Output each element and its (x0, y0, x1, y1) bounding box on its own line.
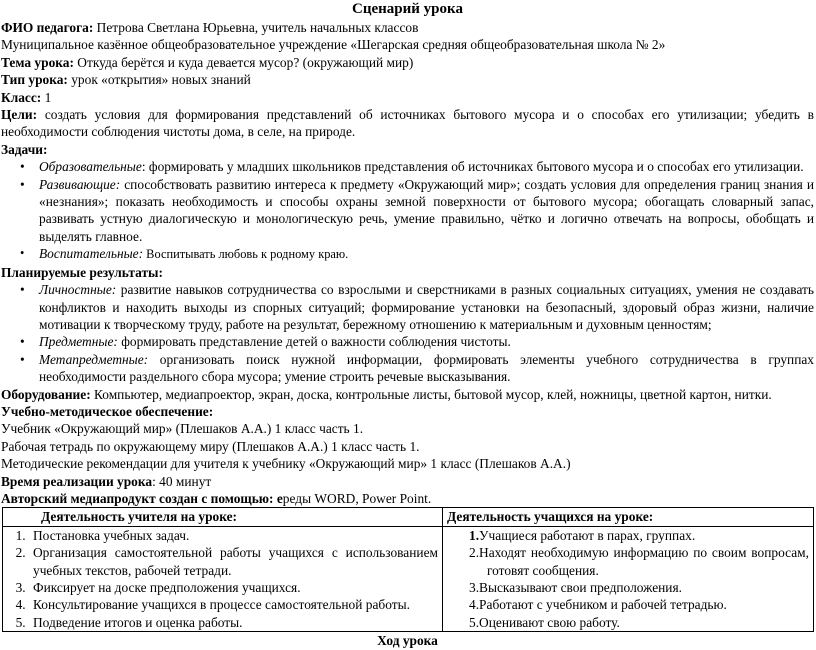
activity-table (2, 507, 814, 632)
teacher-activity-item: 1. Постановка учебных задач. (29, 527, 438, 544)
topic-line: Тема урока: Откуда берётся и куда девается мусор? (окружающий мир) (1, 54, 414, 70)
teacher-activity-list (7, 527, 438, 631)
students-activity-item: 2.Находят необходимую информацию по своим вопросам, готовят сообщения. (469, 545, 809, 578)
teacher-line: ФИО педагога: Петрова Светлана Юрьевна, учитель начальных классов (1, 20, 419, 35)
students-activity-cell (443, 526, 814, 631)
material-item: Учебник «Окружающий мир» (Плешаков А.А.) 1 класс часть 1. (1, 421, 364, 437)
school-line: Муниципальное казённое общеобразовательное учреждение «Шегарская средняя общеобразовательная школа № 2» (1, 37, 666, 53)
media-line: Авторский медиапродукт создан с помощью: ереды WORD, Power Point. (1, 490, 432, 506)
results-heading: Планируемые результаты: (1, 264, 163, 280)
students-activity-item: 4.Работают с учебником и рабочей тетрадью. (469, 597, 727, 613)
material-item: Рабочая тетрадь по окружающему миру (Плешаков А.А.) 1 класс часть 1. (1, 438, 420, 454)
type-line: Тип урока: урок «открытия» новых знаний (1, 72, 251, 88)
task-item: • Развивающие: способствовать развитию интереса к предмету «Окружающий мир»; создать условия для определения границ знания и «незнания»; показать необходимость и способы охраны земной поверхности от бытового мусора; обогащать словарный запас, развивать устную диалогическую и монологическую речь, умение правильно, чётко и логично отвечать на вопросы, обобщать и выделять главное. (39, 176, 814, 246)
teacher-activity-header: Деятельность учителя на уроке: (3, 508, 443, 526)
task-item: • Образовательные: формировать у младших школьников представления об источниках бытового мусора и о способах его утилизации. (39, 158, 814, 175)
material-item: Методические рекомендации для учителя к учебнику «Окружающий мир» 1 класс (Плешаков А.А.) (1, 456, 571, 472)
result-item: • Личностные: развитие навыков сотрудничества со взрослыми и сверстниками в разных социальных ситуациях, умения не создавать конфликтов и находить выходы из спорных ситуаций; формирование установки на безопасный, здоровый образ жизни, наличие мотивации к творческому труду, работе на результат, бережному отношению к материальным и духовным ценностям; (39, 281, 814, 333)
task-item: • Воспитательные: Воспитывать любовь к родному краю. (39, 245, 814, 263)
teacher-activity-item: 5. Подведение итогов и оценка работы. (29, 614, 438, 631)
tasks-heading: Задачи: (1, 141, 48, 157)
teacher-activity-item: 3. Фиксирует на доске предположения учащихся. (29, 579, 438, 596)
results-list (1, 281, 814, 385)
students-activity-item: 3.Высказывают свои предположения. (469, 580, 682, 595)
result-item: • Предметные: формировать представление детей о важности соблюдения чистоты. (39, 333, 814, 350)
goals-line: Цели: создать условия для формирования представлений об источниках бытового мусора и о способах его утилизации; убедить в необходимости соблюдения чистоты дома, в селе, на природе. (1, 107, 814, 140)
teacher-activity-item: 4. Консультирование учащихся в процессе самостоятельной работы. (29, 596, 438, 613)
document-title: Сценарий урока (352, 1, 463, 17)
section-title: Ход урока (377, 633, 438, 649)
teacher-activity-cell (3, 526, 443, 631)
students-activity-item: 1.Учащиеся работают в парах, группах. (469, 527, 696, 543)
time-line: Время реализации урока: 40 минут (1, 473, 212, 489)
students-activity-header: Деятельность учащихся на уроке: (443, 508, 814, 526)
result-item: • Метапредметные: организовать поиск нужной информации, формировать элементы учебного сотрудничества в группах необходимости раздельного сбора мусора; умение строить речевые высказывания. (39, 351, 814, 386)
tasks-list (1, 158, 814, 263)
equipment-line: Оборудование: Компьютер, медиапроектор, экран, доска, контрольные листы, бытовой мусор, клей, ножницы, цветной картон, нитки. (1, 386, 772, 402)
materials-heading: Учебно-методическое обеспечение: (1, 403, 214, 419)
teacher-activity-item: 2. Организация самостоятельной работы учащихся с использованием учебных текстов, рабочей тетради. (29, 544, 438, 579)
students-activity-item: 5.Оценивают свою работу. (469, 614, 620, 630)
grade-line: Класс: 1 (1, 89, 52, 105)
